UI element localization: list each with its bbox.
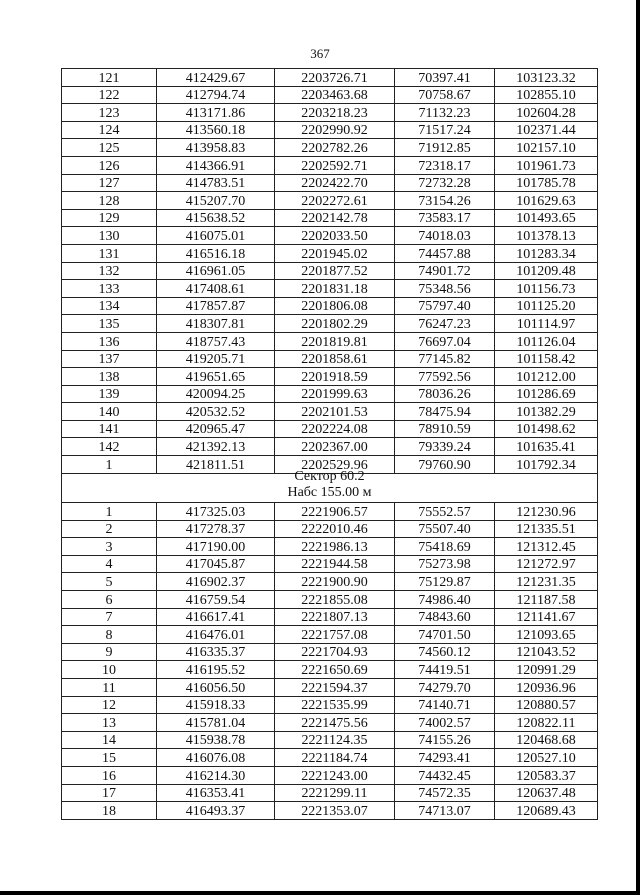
coord-x-cell: 416076.08 xyxy=(157,749,275,767)
coord-a-cell: 76697.04 xyxy=(395,332,495,350)
coord-a-cell: 70758.67 xyxy=(395,86,495,104)
table-row xyxy=(62,280,598,298)
coord-b-cell: 101378.13 xyxy=(495,227,598,245)
coord-b-cell: 120637.48 xyxy=(495,784,598,802)
coord-x-cell: 416214.30 xyxy=(157,766,275,784)
coord-a-cell: 75273.98 xyxy=(395,555,495,573)
coord-x-cell: 416195.52 xyxy=(157,661,275,679)
coord-a-cell: 74293.41 xyxy=(395,749,495,767)
coord-y-cell: 2221704.93 xyxy=(275,643,395,661)
table-row xyxy=(62,174,598,192)
coord-x-cell: 420965.47 xyxy=(157,420,275,438)
coord-a-cell: 78910.59 xyxy=(395,420,495,438)
coord-b-cell: 121043.52 xyxy=(495,643,598,661)
coord-y-cell: 2202224.08 xyxy=(275,420,395,438)
point-number-cell: 136 xyxy=(62,332,157,350)
coord-b-cell: 121230.96 xyxy=(495,503,598,521)
coord-y-cell: 2202033.50 xyxy=(275,227,395,245)
point-number-cell: 15 xyxy=(62,749,157,767)
table-row xyxy=(62,69,598,87)
sector-title: Сектор 60.2 xyxy=(294,469,365,484)
point-number-cell: 121 xyxy=(62,69,157,87)
coord-b-cell: 101382.29 xyxy=(495,403,598,421)
coord-x-cell: 420532.52 xyxy=(157,403,275,421)
coord-a-cell: 72318.17 xyxy=(395,156,495,174)
page-number: 367 xyxy=(310,46,330,61)
coord-b-cell: 101498.62 xyxy=(495,420,598,438)
coord-y-cell: 2201806.08 xyxy=(275,297,395,315)
coord-b-cell: 102371.44 xyxy=(495,121,598,139)
point-number-cell: 17 xyxy=(62,784,157,802)
point-number-cell: 7 xyxy=(62,608,157,626)
coord-x-cell: 413171.86 xyxy=(157,104,275,122)
point-number-cell: 127 xyxy=(62,174,157,192)
point-number-cell: 141 xyxy=(62,420,157,438)
table-row xyxy=(62,766,598,784)
coord-b-cell: 101209.48 xyxy=(495,262,598,280)
table-row xyxy=(62,315,598,333)
point-number-cell: 18 xyxy=(62,802,157,820)
coord-a-cell: 74572.35 xyxy=(395,784,495,802)
point-number-cell: 11 xyxy=(62,678,157,696)
point-number-cell: 135 xyxy=(62,315,157,333)
point-number-cell: 142 xyxy=(62,438,157,456)
point-number-cell: 2 xyxy=(62,520,157,538)
coord-x-cell: 416961.05 xyxy=(157,262,275,280)
point-number-cell: 8 xyxy=(62,626,157,644)
coord-x-cell: 417325.03 xyxy=(157,503,275,521)
coord-a-cell: 71132.23 xyxy=(395,104,495,122)
point-number-cell: 140 xyxy=(62,403,157,421)
coord-y-cell: 2221944.58 xyxy=(275,555,395,573)
coord-x-cell: 416353.41 xyxy=(157,784,275,802)
coord-x-cell: 413958.83 xyxy=(157,139,275,157)
point-number-cell: 5 xyxy=(62,573,157,591)
table-row xyxy=(62,104,598,122)
coord-y-cell: 2202592.71 xyxy=(275,156,395,174)
point-number-cell: 6 xyxy=(62,590,157,608)
coord-x-cell: 416476.01 xyxy=(157,626,275,644)
coord-b-cell: 121141.67 xyxy=(495,608,598,626)
coord-y-cell: 2202529.96 xyxy=(275,456,395,474)
coord-y-cell: 2202272.61 xyxy=(275,192,395,210)
point-number-cell: 3 xyxy=(62,538,157,556)
scan-edge-right xyxy=(636,0,640,895)
coord-y-cell: 2203218.23 xyxy=(275,104,395,122)
coord-b-cell: 121093.65 xyxy=(495,626,598,644)
scan-edge-bottom xyxy=(0,891,640,895)
table-row xyxy=(62,696,598,714)
coord-a-cell: 74713.07 xyxy=(395,802,495,820)
point-number-cell: 10 xyxy=(62,661,157,679)
coord-b-cell: 101785.78 xyxy=(495,174,598,192)
table-row xyxy=(62,714,598,732)
coord-b-cell: 101114.97 xyxy=(495,315,598,333)
coord-x-cell: 416056.50 xyxy=(157,678,275,696)
coord-a-cell: 73583.17 xyxy=(395,209,495,227)
coord-x-cell: 415781.04 xyxy=(157,714,275,732)
coord-a-cell: 78036.26 xyxy=(395,385,495,403)
coord-a-cell: 77592.56 xyxy=(395,368,495,386)
table-row xyxy=(62,802,598,820)
point-number-cell: 132 xyxy=(62,262,157,280)
coord-y-cell: 2201945.02 xyxy=(275,244,395,262)
table-row xyxy=(62,573,598,591)
coord-b-cell: 101156.73 xyxy=(495,280,598,298)
coord-x-cell: 417857.87 xyxy=(157,297,275,315)
coord-x-cell: 416617.41 xyxy=(157,608,275,626)
table-row xyxy=(62,86,598,104)
coord-y-cell: 2202142.78 xyxy=(275,209,395,227)
coord-b-cell: 120689.43 xyxy=(495,802,598,820)
coord-x-cell: 418307.81 xyxy=(157,315,275,333)
table-row xyxy=(62,626,598,644)
table-row xyxy=(62,749,598,767)
point-number-cell: 133 xyxy=(62,280,157,298)
table-row xyxy=(62,192,598,210)
coord-x-cell: 415207.70 xyxy=(157,192,275,210)
coord-b-cell: 101158.42 xyxy=(495,350,598,368)
point-number-cell: 122 xyxy=(62,86,157,104)
coord-b-cell: 101126.04 xyxy=(495,332,598,350)
coord-x-cell: 415938.78 xyxy=(157,731,275,749)
coord-a-cell: 74701.50 xyxy=(395,626,495,644)
coord-a-cell: 77145.82 xyxy=(395,350,495,368)
coord-b-cell: 101286.69 xyxy=(495,385,598,403)
coord-y-cell: 2221650.69 xyxy=(275,661,395,679)
coord-b-cell: 121312.45 xyxy=(495,538,598,556)
coord-y-cell: 2221807.13 xyxy=(275,608,395,626)
coord-y-cell: 2221124.35 xyxy=(275,731,395,749)
coord-x-cell: 416493.37 xyxy=(157,802,275,820)
coord-x-cell: 417408.61 xyxy=(157,280,275,298)
coord-x-cell: 412794.74 xyxy=(157,86,275,104)
coord-y-cell: 2201877.52 xyxy=(275,262,395,280)
coord-b-cell: 101212.00 xyxy=(495,368,598,386)
coord-b-cell: 120936.96 xyxy=(495,678,598,696)
coord-b-cell: 101792.34 xyxy=(495,456,598,474)
coordinates-table-top xyxy=(61,68,598,474)
coord-x-cell: 416335.37 xyxy=(157,643,275,661)
coord-y-cell: 2221353.07 xyxy=(275,802,395,820)
coord-a-cell: 71517.24 xyxy=(395,121,495,139)
table-row xyxy=(62,520,598,538)
coord-b-cell: 121231.35 xyxy=(495,573,598,591)
table-row xyxy=(62,385,598,403)
point-number-cell: 134 xyxy=(62,297,157,315)
coord-y-cell: 2201918.59 xyxy=(275,368,395,386)
coord-a-cell: 75507.40 xyxy=(395,520,495,538)
point-number-cell: 16 xyxy=(62,766,157,784)
coord-x-cell: 421392.13 xyxy=(157,438,275,456)
coord-x-cell: 416075.01 xyxy=(157,227,275,245)
table-row xyxy=(62,784,598,802)
coord-x-cell: 414366.91 xyxy=(157,156,275,174)
coord-b-cell: 120468.68 xyxy=(495,731,598,749)
coord-x-cell: 415638.52 xyxy=(157,209,275,227)
table-row xyxy=(62,590,598,608)
coord-y-cell: 2221535.99 xyxy=(275,696,395,714)
coord-x-cell: 416902.37 xyxy=(157,573,275,591)
table-row xyxy=(62,661,598,679)
table-row xyxy=(62,678,598,696)
coord-a-cell: 74002.57 xyxy=(395,714,495,732)
coord-y-cell: 2221855.08 xyxy=(275,590,395,608)
coord-b-cell: 101635.41 xyxy=(495,438,598,456)
table-row xyxy=(62,209,598,227)
coord-b-cell: 103123.32 xyxy=(495,69,598,87)
coord-y-cell: 2221986.13 xyxy=(275,538,395,556)
point-number-cell: 125 xyxy=(62,139,157,157)
table-row xyxy=(62,121,598,139)
coord-b-cell: 102855.10 xyxy=(495,86,598,104)
table-row xyxy=(62,420,598,438)
coord-a-cell: 73154.26 xyxy=(395,192,495,210)
coord-a-cell: 74432.45 xyxy=(395,766,495,784)
coord-b-cell: 120527.10 xyxy=(495,749,598,767)
coord-a-cell: 74560.12 xyxy=(395,643,495,661)
table-row xyxy=(62,643,598,661)
sector-header xyxy=(61,469,598,502)
coord-y-cell: 2202101.53 xyxy=(275,403,395,421)
coord-x-cell: 416759.54 xyxy=(157,590,275,608)
coord-a-cell: 75418.69 xyxy=(395,538,495,556)
coord-x-cell: 413560.18 xyxy=(157,121,275,139)
coord-a-cell: 75797.40 xyxy=(395,297,495,315)
coord-y-cell: 2221299.11 xyxy=(275,784,395,802)
coord-a-cell: 71912.85 xyxy=(395,139,495,157)
coord-a-cell: 74986.40 xyxy=(395,590,495,608)
coord-y-cell: 2201802.29 xyxy=(275,315,395,333)
coord-y-cell: 2201819.81 xyxy=(275,332,395,350)
coord-y-cell: 2201858.61 xyxy=(275,350,395,368)
coord-a-cell: 79339.24 xyxy=(395,438,495,456)
coord-y-cell: 2202990.92 xyxy=(275,121,395,139)
coord-y-cell: 2221906.57 xyxy=(275,503,395,521)
point-number-cell: 124 xyxy=(62,121,157,139)
coord-y-cell: 2202422.70 xyxy=(275,174,395,192)
coord-y-cell: 2221594.37 xyxy=(275,678,395,696)
coord-a-cell: 70397.41 xyxy=(395,69,495,87)
point-number-cell: 138 xyxy=(62,368,157,386)
table-row xyxy=(62,262,598,280)
point-number-cell: 137 xyxy=(62,350,157,368)
table-row xyxy=(62,156,598,174)
coord-x-cell: 417278.37 xyxy=(157,520,275,538)
coord-b-cell: 121187.58 xyxy=(495,590,598,608)
point-number-cell: 126 xyxy=(62,156,157,174)
coord-a-cell: 74419.51 xyxy=(395,661,495,679)
coord-x-cell: 421811.51 xyxy=(157,456,275,474)
coord-b-cell: 121335.51 xyxy=(495,520,598,538)
coord-a-cell: 74018.03 xyxy=(395,227,495,245)
coord-a-cell: 74843.60 xyxy=(395,608,495,626)
coord-y-cell: 2221184.74 xyxy=(275,749,395,767)
coord-a-cell: 78475.94 xyxy=(395,403,495,421)
coord-b-cell: 120991.29 xyxy=(495,661,598,679)
coord-a-cell: 75348.56 xyxy=(395,280,495,298)
coord-b-cell: 102157.10 xyxy=(495,139,598,157)
table-row xyxy=(62,350,598,368)
coord-y-cell: 2221757.08 xyxy=(275,626,395,644)
point-number-cell: 130 xyxy=(62,227,157,245)
point-number-cell: 13 xyxy=(62,714,157,732)
point-number-cell: 14 xyxy=(62,731,157,749)
point-number-cell: 131 xyxy=(62,244,157,262)
point-number-cell: 1 xyxy=(62,503,157,521)
coord-a-cell: 76247.23 xyxy=(395,315,495,333)
coord-y-cell: 2201999.63 xyxy=(275,385,395,403)
coordinates-table-bottom xyxy=(61,502,598,820)
coord-b-cell: 121272.97 xyxy=(495,555,598,573)
coord-y-cell: 2221900.90 xyxy=(275,573,395,591)
coord-b-cell: 120822.11 xyxy=(495,714,598,732)
table-row xyxy=(62,538,598,556)
coord-a-cell: 74140.71 xyxy=(395,696,495,714)
coord-y-cell: 2221475.56 xyxy=(275,714,395,732)
coord-b-cell: 101283.34 xyxy=(495,244,598,262)
table-row xyxy=(62,227,598,245)
coord-b-cell: 101125.20 xyxy=(495,297,598,315)
coord-a-cell: 74279.70 xyxy=(395,678,495,696)
table-row xyxy=(62,139,598,157)
point-number-cell: 12 xyxy=(62,696,157,714)
coord-x-cell: 419205.71 xyxy=(157,350,275,368)
table-row xyxy=(62,368,598,386)
coord-x-cell: 412429.67 xyxy=(157,69,275,87)
table-row xyxy=(62,244,598,262)
coord-a-cell: 79760.90 xyxy=(395,456,495,474)
table-row xyxy=(62,297,598,315)
point-number-cell: 123 xyxy=(62,104,157,122)
table-row xyxy=(62,608,598,626)
point-number-cell: 4 xyxy=(62,555,157,573)
coord-b-cell: 120583.37 xyxy=(495,766,598,784)
coord-y-cell: 2202367.00 xyxy=(275,438,395,456)
coord-a-cell: 72732.28 xyxy=(395,174,495,192)
point-number-cell: 139 xyxy=(62,385,157,403)
point-number-cell: 128 xyxy=(62,192,157,210)
coord-a-cell: 74457.88 xyxy=(395,244,495,262)
table-row xyxy=(62,503,598,521)
table-row xyxy=(62,731,598,749)
coord-b-cell: 101493.65 xyxy=(495,209,598,227)
coord-b-cell: 101629.63 xyxy=(495,192,598,210)
coord-a-cell: 74155.26 xyxy=(395,731,495,749)
table-row xyxy=(62,555,598,573)
coord-x-cell: 417190.00 xyxy=(157,538,275,556)
coord-y-cell: 2201831.18 xyxy=(275,280,395,298)
coord-b-cell: 120880.57 xyxy=(495,696,598,714)
coord-x-cell: 415918.33 xyxy=(157,696,275,714)
coord-y-cell: 2221243.00 xyxy=(275,766,395,784)
coord-x-cell: 419651.65 xyxy=(157,368,275,386)
coord-x-cell: 414783.51 xyxy=(157,174,275,192)
coord-y-cell: 2203463.68 xyxy=(275,86,395,104)
coord-y-cell: 2222010.46 xyxy=(275,520,395,538)
coord-b-cell: 101961.73 xyxy=(495,156,598,174)
coord-x-cell: 420094.25 xyxy=(157,385,275,403)
point-number-cell: 129 xyxy=(62,209,157,227)
coord-x-cell: 417045.87 xyxy=(157,555,275,573)
coord-a-cell: 75552.57 xyxy=(395,503,495,521)
point-number-cell: 1 xyxy=(62,456,157,474)
point-number-cell: 9 xyxy=(62,643,157,661)
coord-x-cell: 418757.43 xyxy=(157,332,275,350)
table-row xyxy=(62,438,598,456)
coord-a-cell: 75129.87 xyxy=(395,573,495,591)
coord-b-cell: 102604.28 xyxy=(495,104,598,122)
table-row xyxy=(62,332,598,350)
coord-x-cell: 416516.18 xyxy=(157,244,275,262)
sector-height: Набс 155.00 м xyxy=(287,485,372,500)
coord-a-cell: 74901.72 xyxy=(395,262,495,280)
coord-y-cell: 2202782.26 xyxy=(275,139,395,157)
coord-y-cell: 2203726.71 xyxy=(275,69,395,87)
table-row xyxy=(62,403,598,421)
